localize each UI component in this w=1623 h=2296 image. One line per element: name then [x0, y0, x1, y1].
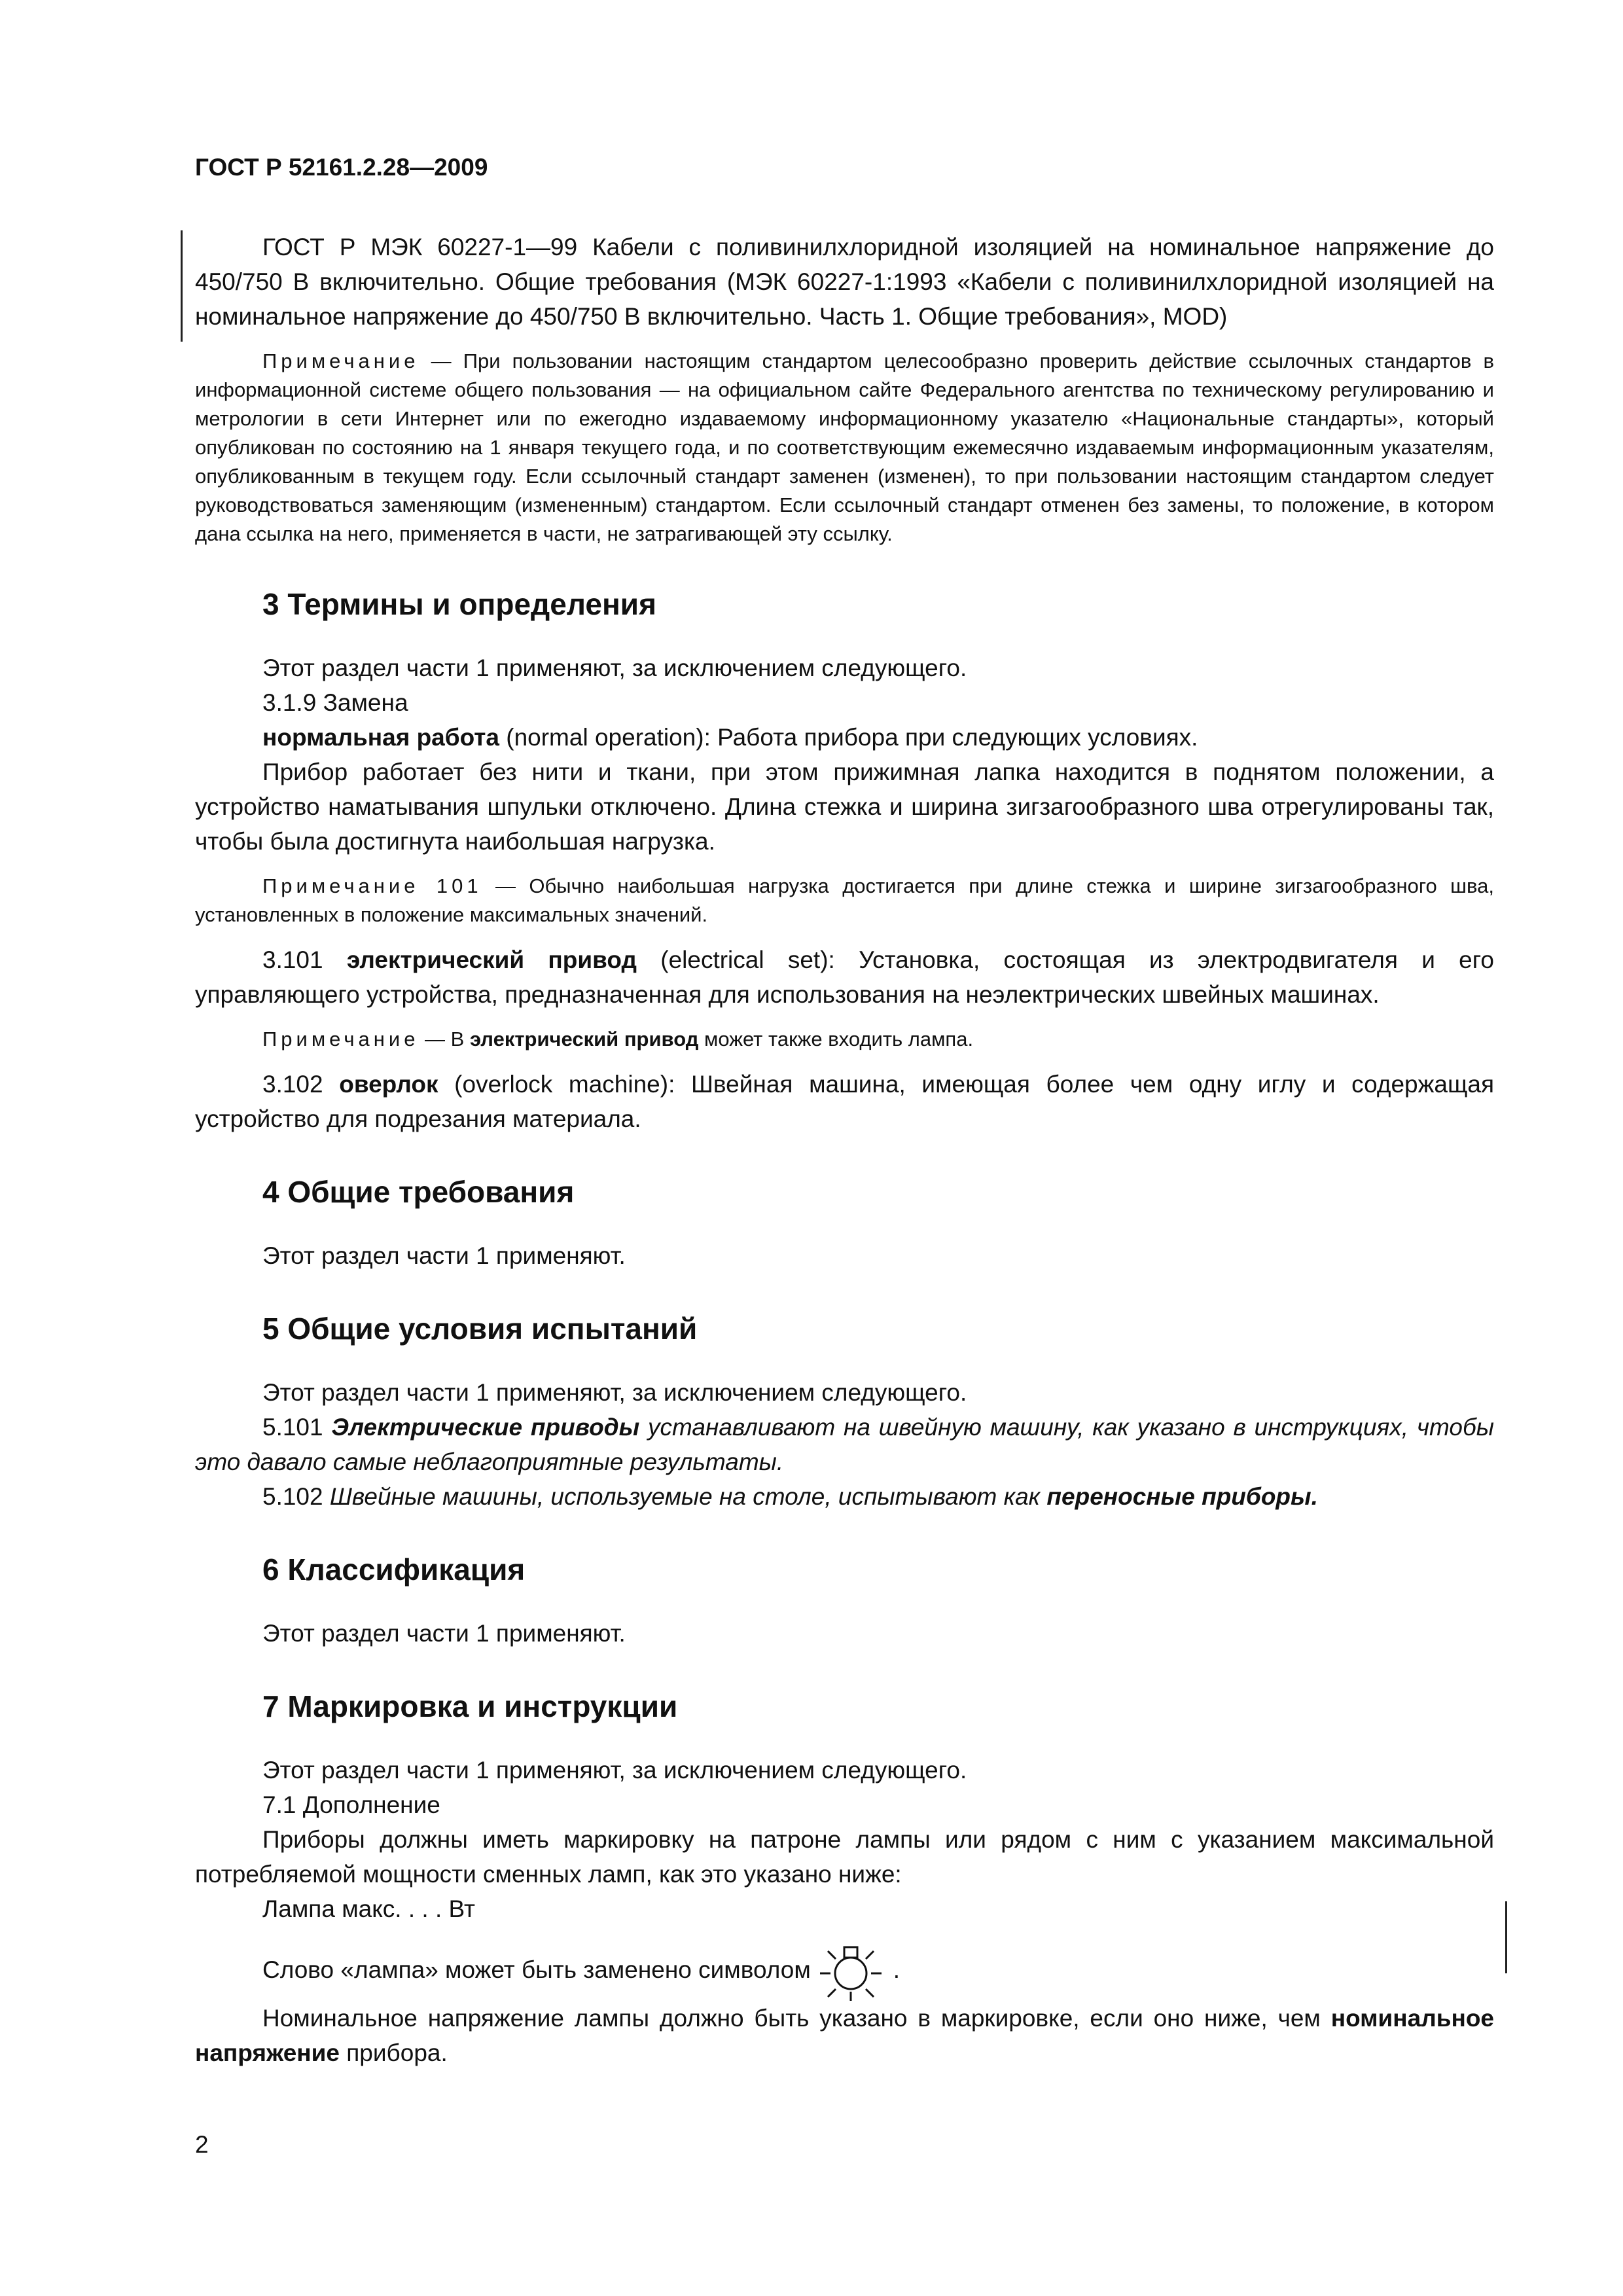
- normative-reference: ГОСТ Р МЭК 60227-1—99 Кабели с поливинилхлоридной изоляцией на номинальное напряжение до 450/750 В включительно. Общие требования (МЭК 60227-1:1993 «Кабели с поливинилхлоридной изоляцией на номинальное напряжение до 450/750 В включительно. Часть 1. Общие требования», MOD): [195, 234, 1494, 330]
- term-electrical-set: электрический привод: [346, 946, 637, 973]
- s3-note-electrical-set: [195, 1025, 1494, 1054]
- section-5-title: 5 Общие условия испытаний: [262, 1312, 698, 1346]
- s3-para-4: Прибор работает без нити и ткани, при этом прижимная лапка находится в поднятом положении, а устройство наматывания шпульки отключено. Длина стежка и ширина зигзагообразного шва отрегулированы так, чтобы была достигнута наибольшая нагрузка.: [195, 759, 1494, 855]
- note-text: — При пользовании настоящим стандартом целесообразно проверить действие ссылочных стандартов в информационной системе общего пользования — на официальном сайте Федерального агентства по техническому регулированию и метрологии в сети Интернет или по ежегодно издаваемому информационному указателю «Национальные стандарты», который опубликован по состоянию на 1 января текущего года, и по соответствующим ежемесячно издаваемым информационным указателям, опубликованным в текущем году. Если ссылочный стандарт заменен (изменен), то при пользовании настоящим стандартом следует руководствоваться заменяющим (измененным) стандартом. Если ссылочный стандарт отменен без замены, то положение, в котором дана ссылка на него, применяется в части, не затрагивающей эту ссылку.: [195, 350, 1494, 545]
- term-portable-appliances: переносные приборы.: [1046, 1483, 1318, 1510]
- clause-5-102-text: Швейные машины, используемые на столе, испытывают как: [329, 1483, 1047, 1510]
- s7-para-5: [195, 1942, 1494, 2001]
- term-electrical-set-definition: (electrical set): Установка, состоящая из электродвигателя и его управляющего устройства, предназначенная для использования на неэлектрических швейных машинах.: [195, 946, 1494, 1008]
- s3-term-electrical-set: [195, 942, 1494, 1012]
- clause-3-102-number: 3.102: [262, 1071, 340, 1098]
- s6-para-1: Этот раздел части 1 применяют.: [262, 1620, 626, 1647]
- lamp-symbol-period: .: [893, 1956, 901, 1983]
- note-2-rest: может также входить лампа.: [698, 1028, 974, 1050]
- term-overlock-definition: (overlock machine): Швейная машина, имеющая более чем одну иглу и содержащая устройство для подрезания материала.: [195, 1071, 1494, 1132]
- clause-5-101-number: 5.101: [262, 1414, 332, 1441]
- s7-para-4: Лампа макс. . . . Вт: [262, 1895, 475, 1922]
- section-6-title: 6 Классификация: [262, 1552, 526, 1587]
- s3-para-2: 3.1.9 Замена: [262, 689, 408, 716]
- term-electrical-sets: Электрические приводы: [331, 1414, 640, 1441]
- s4-para-1: Этот раздел части 1 применяют.: [262, 1242, 626, 1269]
- clause-5-102-number: 5.102: [262, 1483, 330, 1510]
- term-overlock: оверлок: [339, 1071, 438, 1098]
- note-2-pre: — В: [419, 1028, 470, 1050]
- reference-note: [195, 347, 1494, 548]
- clause-5-101-text: устанавливают на швейную машину, как указано в инструкциях, чтобы это давало самые неблагоприятные результаты.: [195, 1414, 1495, 1475]
- s3-note-101: [195, 872, 1494, 929]
- clause-3-101-number: 3.101: [262, 946, 347, 973]
- document-page: [195, 154, 1494, 2070]
- s3-para-1: Этот раздел части 1 применяют, за исключением следующего.: [262, 655, 967, 681]
- s5-para-1: Этот раздел части 1 применяют, за исключением следующего.: [262, 1379, 967, 1406]
- term-rated-voltage: номинальное напряжение: [195, 2005, 1494, 2066]
- section-7-title: 7 Маркировка и инструкции: [262, 1689, 678, 1723]
- s7-para-2: 7.1 Дополнение: [262, 1791, 440, 1818]
- s7-para-3: Приборы должны иметь маркировку на патроне лампы или рядом с ним с указанием максимальной потребляемой мощности сменных ламп, как это указано ниже:: [195, 1826, 1494, 1888]
- lamp-symbol-icon: [815, 1942, 887, 2001]
- section-3-title: 3 Термины и определения: [262, 587, 656, 621]
- lamp-symbol-text: Слово «лампа» может быть заменено символом: [262, 1956, 811, 1983]
- s7-para-6-text: Номинальное напряжение лампы должно быть указано в маркировке, если оно ниже, чем: [262, 2005, 1331, 2032]
- note-label-2: Примечание: [262, 1028, 419, 1050]
- page-number: 2: [195, 2131, 209, 2158]
- s5-clause-102: [195, 1479, 1494, 1514]
- s7-para-6-rest: прибора.: [339, 2039, 448, 2066]
- revision-bar-top: [181, 230, 183, 342]
- s3-term-normal-operation: [195, 720, 1494, 755]
- note-101-text: — Обычно наибольшая нагрузка достигается при длине стежка и ширине зигзагообразного шва, установленных в положение максимальных значений.: [195, 874, 1495, 926]
- note-label: Примечание: [262, 350, 419, 372]
- term-normal-operation-definition: (normal operation): Работа прибора при следующих условиях.: [499, 724, 1198, 751]
- revision-bar-bottom: [1505, 1901, 1507, 1973]
- document-header: ГОСТ Р 52161.2.28—2009: [195, 154, 488, 181]
- s5-clause-101: [195, 1410, 1494, 1479]
- note-2-term: электрический привод: [469, 1028, 699, 1050]
- s7-para-1: Этот раздел части 1 применяют, за исключением следующего.: [262, 1757, 967, 1784]
- note-101-label: Примечание 101: [262, 874, 482, 897]
- s3-term-overlock: [195, 1067, 1494, 1136]
- s7-para-6: [195, 2001, 1494, 2070]
- term-normal-operation: нормальная работа: [262, 724, 499, 751]
- section-4-title: 4 Общие требования: [262, 1175, 575, 1209]
